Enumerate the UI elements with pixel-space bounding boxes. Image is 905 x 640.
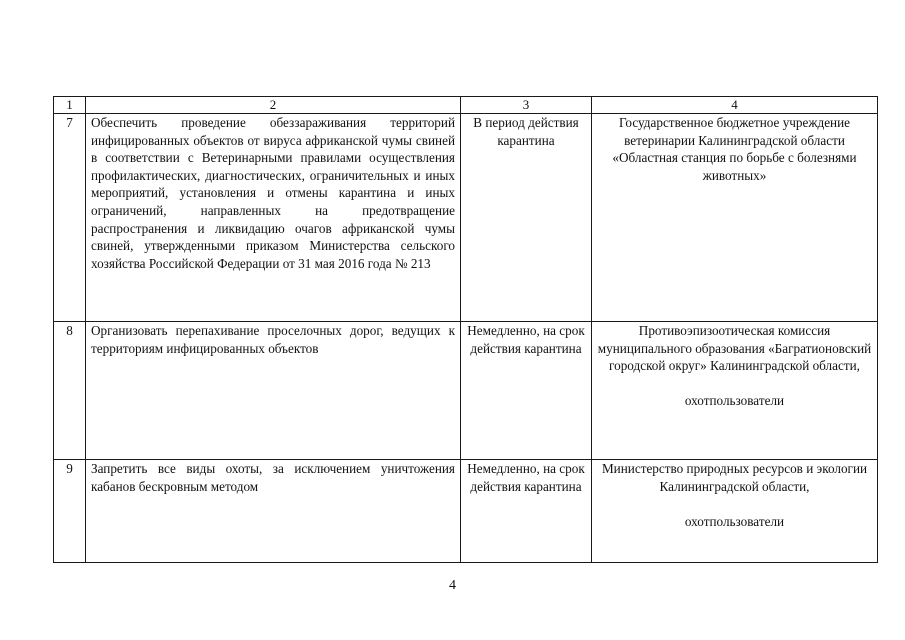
- responsible-org: Министерство природных ресурсов и экологии Калининградской области,: [601, 461, 868, 494]
- table-header-row: [54, 97, 878, 114]
- header-col-1: 1: [54, 97, 86, 114]
- term-text: Немедленно, на срок действия карантина: [461, 322, 592, 460]
- responsible-text: [592, 114, 878, 322]
- header-col-3: 3: [461, 97, 592, 114]
- page-number: 4: [449, 578, 456, 593]
- term-text: Немедленно, на срок действия карантина: [461, 460, 592, 563]
- responsible-text: [592, 460, 878, 563]
- row-number: 7: [54, 114, 86, 322]
- responsible-org: Противоэпизоотическая комиссия муниципального образования «Багратионовский городской округ» Калининградской области,: [597, 323, 872, 374]
- action-text: Организовать перепахивание проселочных дорог, ведущих к территориям инфицированных объектов: [86, 322, 461, 460]
- row-number: 8: [54, 322, 86, 460]
- table-row: [54, 322, 878, 460]
- responsible-extra: охотпользователи: [684, 393, 785, 409]
- table-row: [54, 460, 878, 563]
- measures-table: [53, 96, 878, 563]
- header-col-2: 2: [86, 97, 461, 114]
- row-number: 9: [54, 460, 86, 563]
- term-text: В период действия карантина: [461, 114, 592, 322]
- responsible-text: [592, 322, 878, 460]
- action-text: Обеспечить проведение обеззараживания территорий инфицированных объектов от вируса африканской чумы свиней в соответствии с Ветеринарными правилами осуществления профилактических, диагностических, ограничительных и иных мероприятий, установления и отмены карантина и иных ограничений, направленных на предотвращение распространения и ликвидацию очагов африканской чумы свиней, утвержденными приказом Министерства сельского хозяйства Российской Федерации от 31 мая 2016 года № 213: [86, 114, 461, 322]
- responsible-org: Государственное бюджетное учреждение ветеринарии Калининградской области «Областная станция по борьбе с болезнями животных»: [612, 115, 857, 183]
- responsible-extra: охотпользователи: [684, 513, 785, 529]
- table-row: [54, 114, 878, 322]
- action-text: Запретить все виды охоты, за исключением уничтожения кабанов бескровным методом: [86, 460, 461, 563]
- header-col-4: 4: [592, 97, 878, 114]
